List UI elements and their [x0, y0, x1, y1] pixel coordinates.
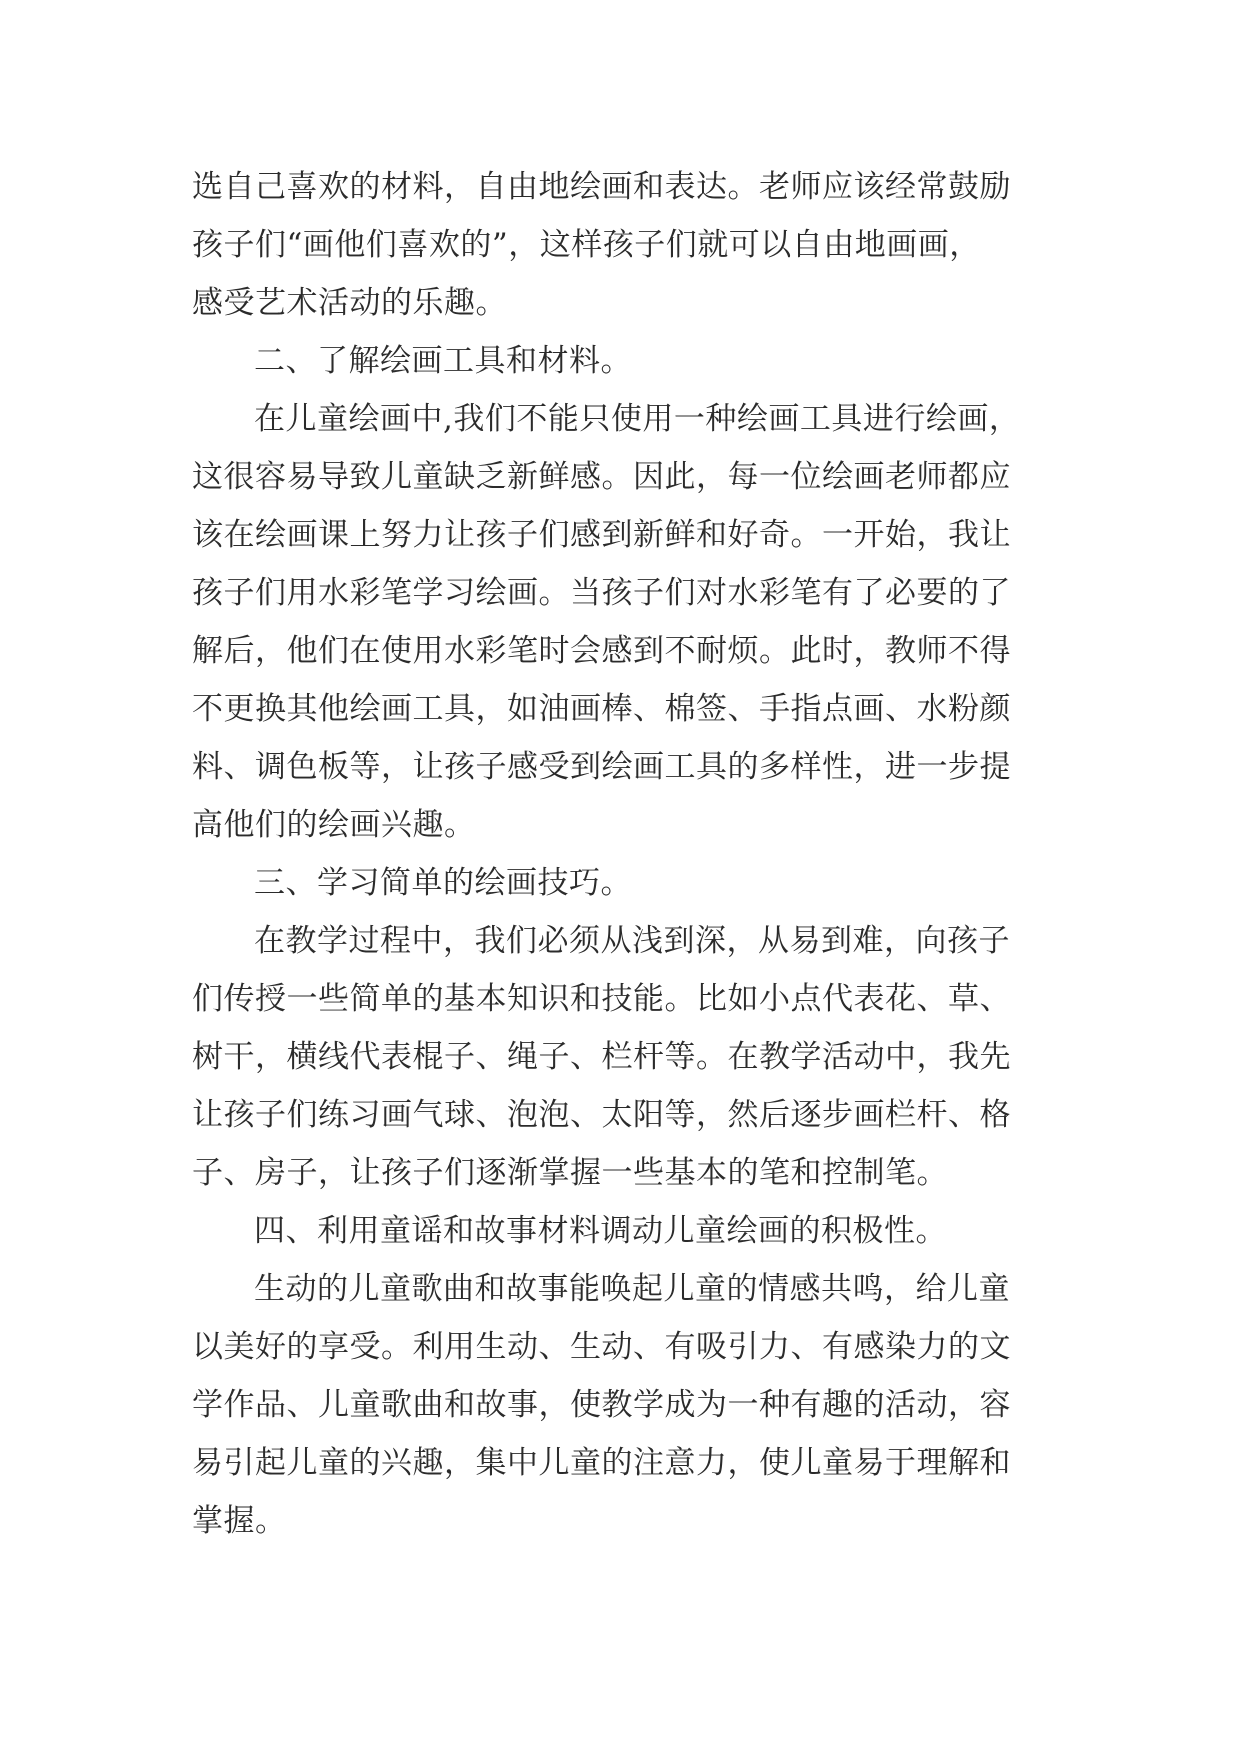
- text-line: 不更换其他绘画工具，如油画棒、棉签、手指点画、水粉颜: [192, 691, 1011, 727]
- text-line: 学作品、儿童歌曲和故事，使教学成为一种有趣的活动，容: [192, 1387, 1011, 1423]
- text-line: 子、房子，让孩子们逐渐掌握一些基本的笔和控制笔。: [192, 1155, 948, 1191]
- text-line: 掌握。: [192, 1503, 287, 1539]
- text-line: 以美好的享受。利用生动、生动、有吸引力、有感染力的文: [192, 1329, 1011, 1365]
- text-line: 感受艺术活动的乐趣。: [192, 285, 507, 321]
- text-line: 孩子们“画他们喜欢的”，这样孩子们就可以自由地画画，: [192, 227, 981, 263]
- text-line: 三、学习简单的绘画技巧。: [254, 865, 632, 901]
- text-line: 二、了解绘画工具和材料。: [254, 343, 632, 379]
- text-line: 该在绘画课上努力让孩子们感到新鲜和好奇。一开始，我让: [192, 517, 1011, 553]
- text-line: 解后，他们在使用水彩笔时会感到不耐烦。此时，教师不得: [192, 633, 1011, 669]
- text-line: 易引起儿童的兴趣，集中儿童的注意力，使儿童易于理解和: [192, 1445, 1011, 1481]
- text-line: 生动的儿童歌曲和故事能唤起儿童的情感共鸣，给儿童: [254, 1271, 1010, 1307]
- text-line: 四、利用童谣和故事材料调动儿童绘画的积极性。: [254, 1213, 947, 1249]
- text-line: 选自己喜欢的材料，自由地绘画和表达。老师应该经常鼓励: [192, 169, 1011, 205]
- text-line: 料、调色板等，让孩子感受到绘画工具的多样性，进一步提: [192, 749, 1011, 785]
- text-line: 在儿童绘画中,我们不能只使用一种绘画工具进行绘画，: [254, 401, 1021, 437]
- text-line: 们传授一些简单的基本知识和技能。比如小点代表花、草、: [192, 981, 1011, 1017]
- text-line: 在教学过程中，我们必须从浅到深，从易到难，向孩子: [254, 923, 1010, 959]
- text-line: 孩子们用水彩笔学习绘画。当孩子们对水彩笔有了必要的了: [192, 575, 1011, 611]
- text-line: 树干，横线代表棍子、绳子、栏杆等。在教学活动中，我先: [192, 1039, 1011, 1075]
- text-line: 高他们的绘画兴趣。: [192, 807, 476, 843]
- body-text: [192, 158, 1057, 1550]
- text-line: 让孩子们练习画气球、泡泡、太阳等，然后逐步画栏杆、格: [192, 1097, 1011, 1133]
- text-line: 这很容易导致儿童缺乏新鲜感。因此，每一位绘画老师都应: [192, 459, 1011, 495]
